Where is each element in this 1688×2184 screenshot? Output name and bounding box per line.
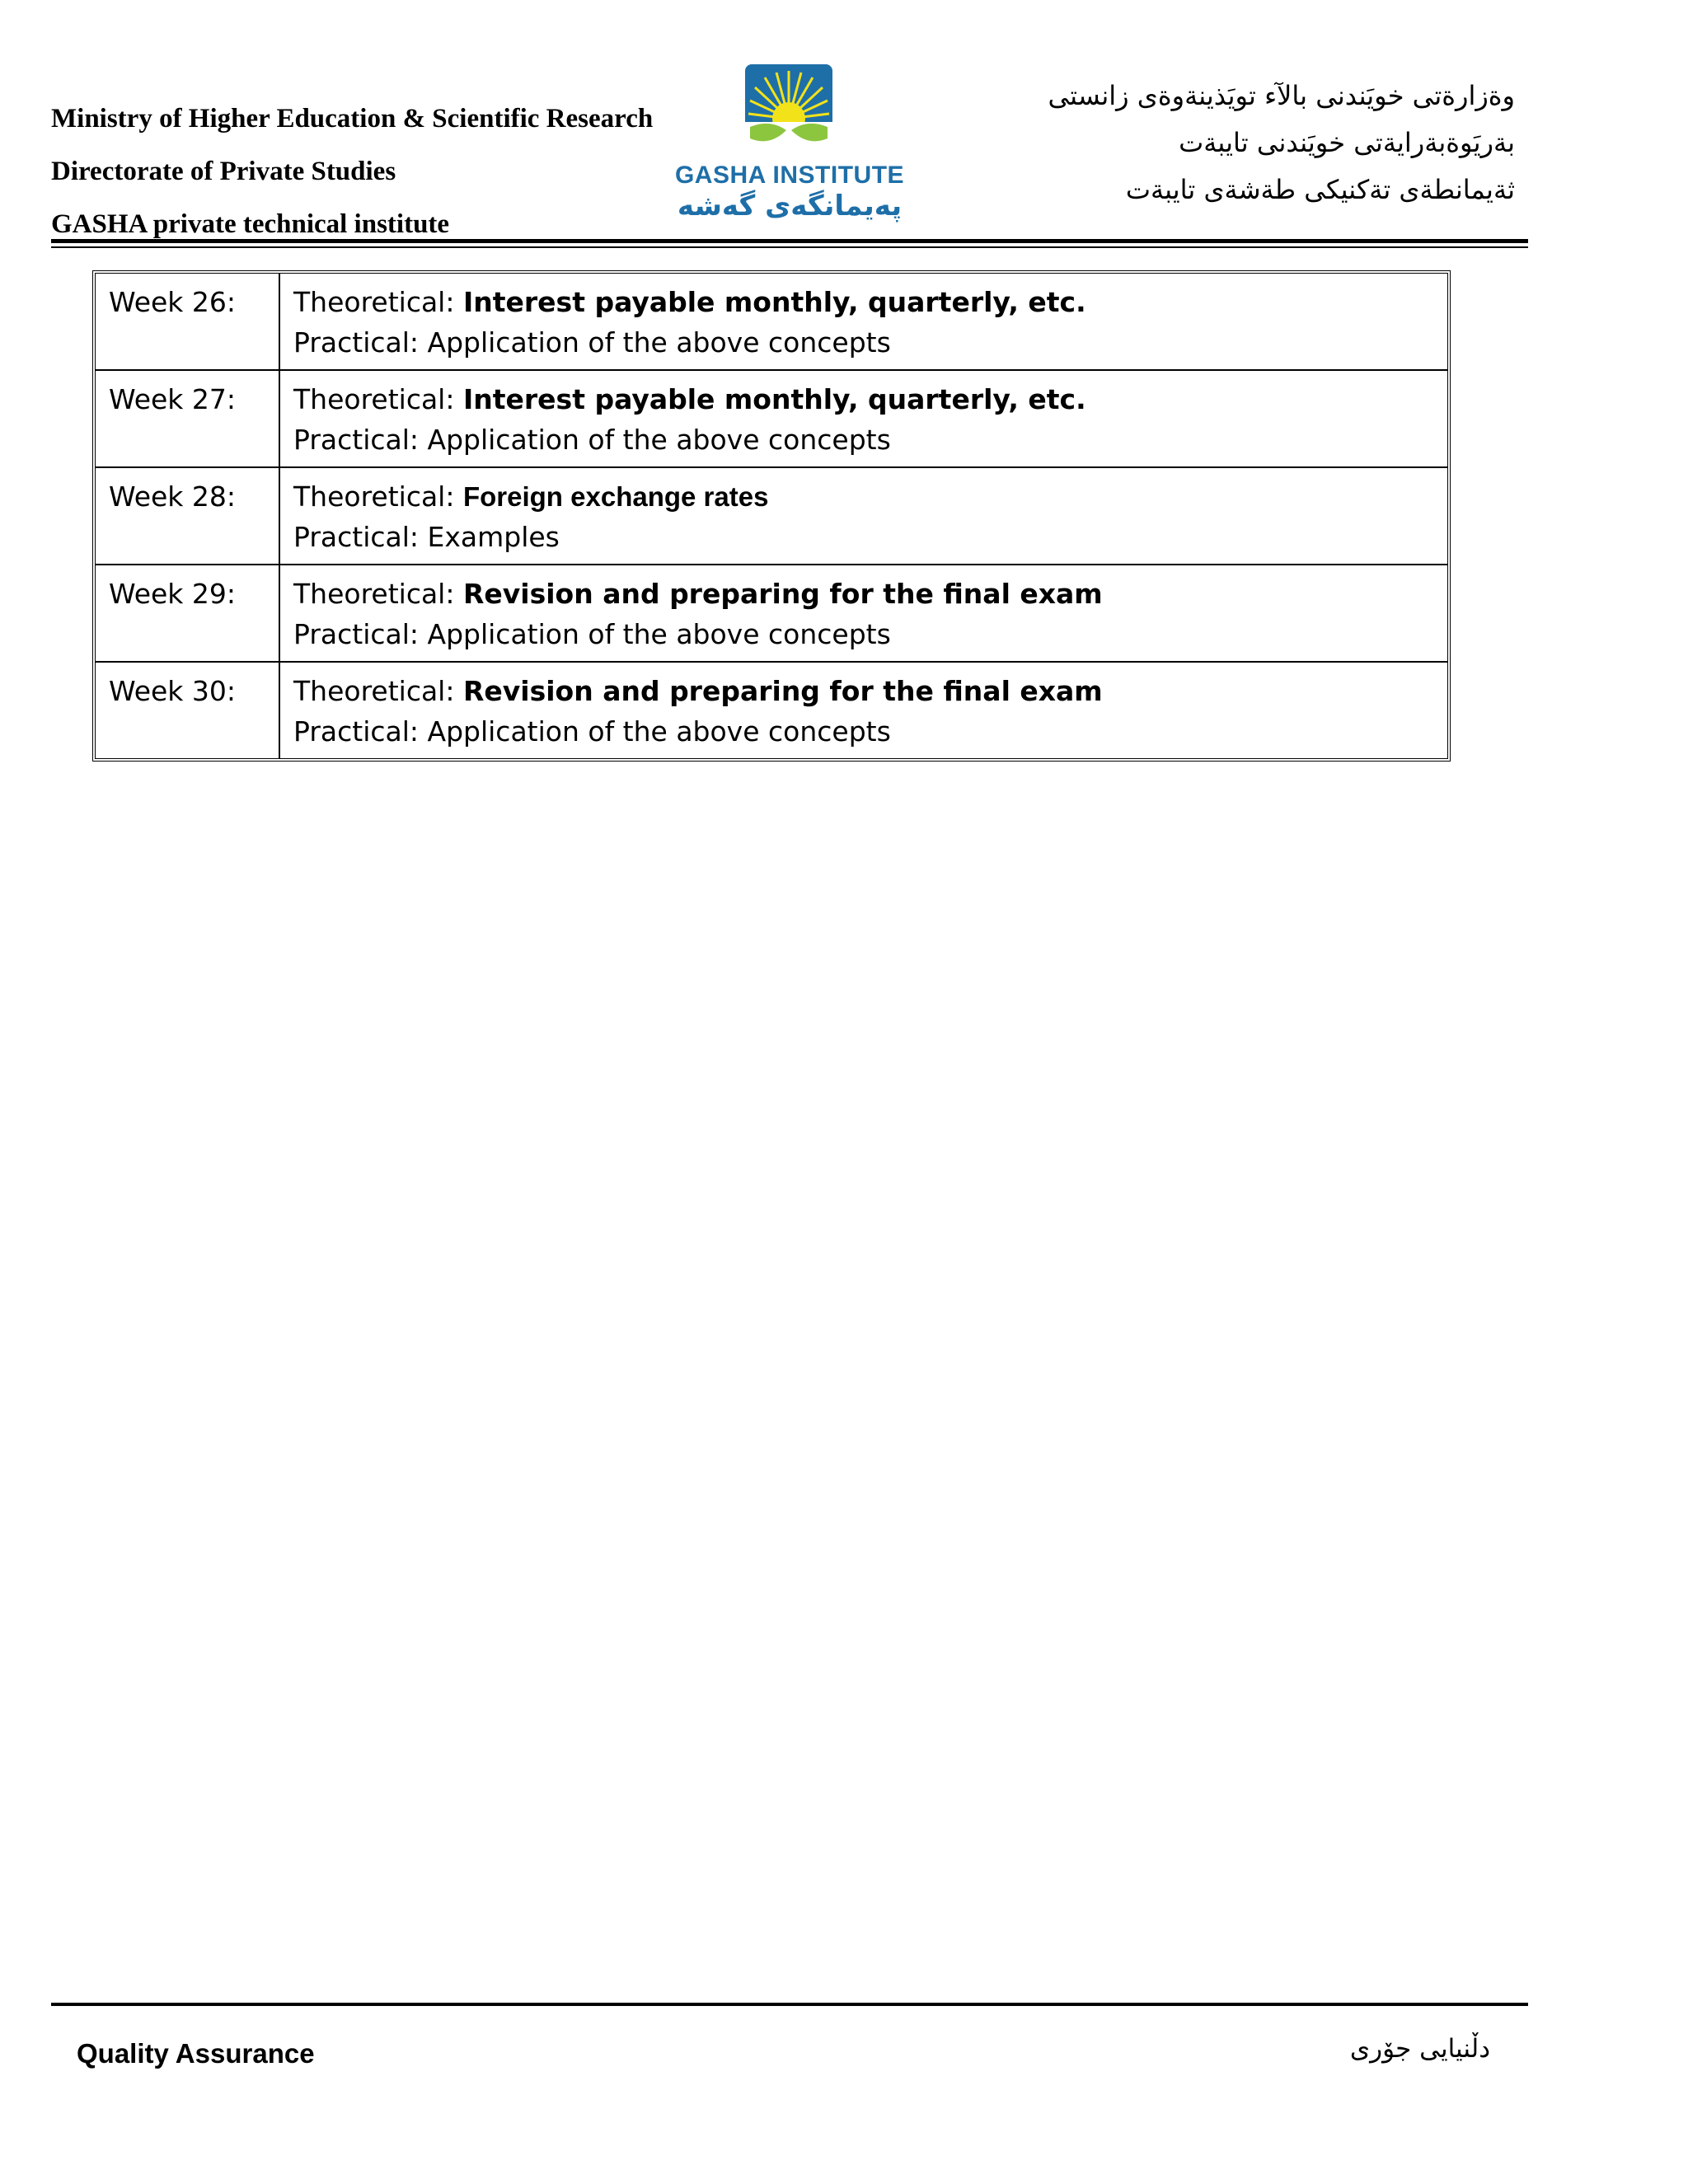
directorate-name: Directorate of Private Studies [51, 157, 396, 186]
theoretical-label: Theoretical: [293, 480, 463, 513]
footer-divider [51, 2003, 1528, 2006]
header-divider-thin [51, 246, 1528, 248]
theoretical-label: Theoretical: [293, 383, 463, 415]
practical-line: Practical: Application of the above concepts [293, 424, 891, 456]
week-label: Week 30: [96, 663, 280, 758]
week-label: Week 26: [96, 274, 280, 371]
kurdish-institute-name: ثةيمانطةى تةكنيكى طةشةى تايبةت [1125, 174, 1515, 205]
ministry-header [51, 92, 653, 251]
header-divider-thick [51, 239, 1528, 243]
kurdish-header [1048, 73, 1516, 213]
theoretical-line [293, 379, 1434, 419]
week-content [280, 371, 1447, 468]
week-label: Week 29: [96, 565, 280, 663]
institute-logo [669, 64, 917, 229]
week-content [280, 663, 1447, 758]
theoretical-topic: Revision and preparing for the final exam [462, 578, 1103, 610]
theoretical-topic: Interest payable monthly, quarterly, etc. [462, 383, 1086, 415]
theoretical-topic: Interest payable monthly, quarterly, etc. [462, 286, 1086, 318]
weekly-schedule-table [92, 270, 1451, 762]
week-content [280, 565, 1447, 663]
theoretical-line [293, 476, 1434, 517]
logo-subtitle: پەیمانگەی گەشە [677, 190, 903, 223]
table-row [96, 565, 1447, 663]
footer-quality-assurance: Quality Assurance [77, 2038, 315, 2069]
institute-name: GASHA private technical institute [51, 209, 450, 239]
table-row [96, 274, 1447, 371]
table-row [96, 468, 1447, 565]
table-row [96, 371, 1447, 468]
theoretical-label: Theoretical: [293, 578, 463, 610]
kurdish-ministry-name: وةزارةتى خويَندنى بالآء تويَذينةوةى زانستى [1048, 80, 1515, 111]
sunburst-logo-icon [745, 64, 832, 155]
practical-line: Practical: Application of the above concepts [293, 618, 891, 650]
footer-kurdish-quality-assurance: دڵنیایی جۆری [1349, 2034, 1490, 2064]
week-content [280, 468, 1447, 565]
theoretical-topic: Revision and preparing for the final exam [462, 675, 1103, 707]
practical-line: Practical: Application of the above concepts [293, 715, 891, 748]
theoretical-line [293, 574, 1434, 614]
practical-line: Practical: Examples [293, 521, 560, 553]
table-row [96, 663, 1447, 758]
week-label: Week 28: [96, 468, 280, 565]
logo-name: GASHA INSTITUTE [674, 162, 905, 189]
week-content [280, 274, 1447, 371]
ministry-name: Ministry of Higher Education & Scientific Research [51, 104, 654, 134]
kurdish-directorate-name: بةريَوةبةرايةتى خويَندنى تايبةت [1179, 127, 1515, 158]
theoretical-topic: Foreign exchange rates [462, 481, 769, 512]
theoretical-line [293, 282, 1434, 322]
practical-line: Practical: Application of the above concepts [293, 326, 891, 359]
theoretical-line [293, 671, 1434, 711]
theoretical-label: Theoretical: [293, 675, 463, 707]
week-label: Week 27: [96, 371, 280, 468]
theoretical-label: Theoretical: [293, 286, 463, 318]
